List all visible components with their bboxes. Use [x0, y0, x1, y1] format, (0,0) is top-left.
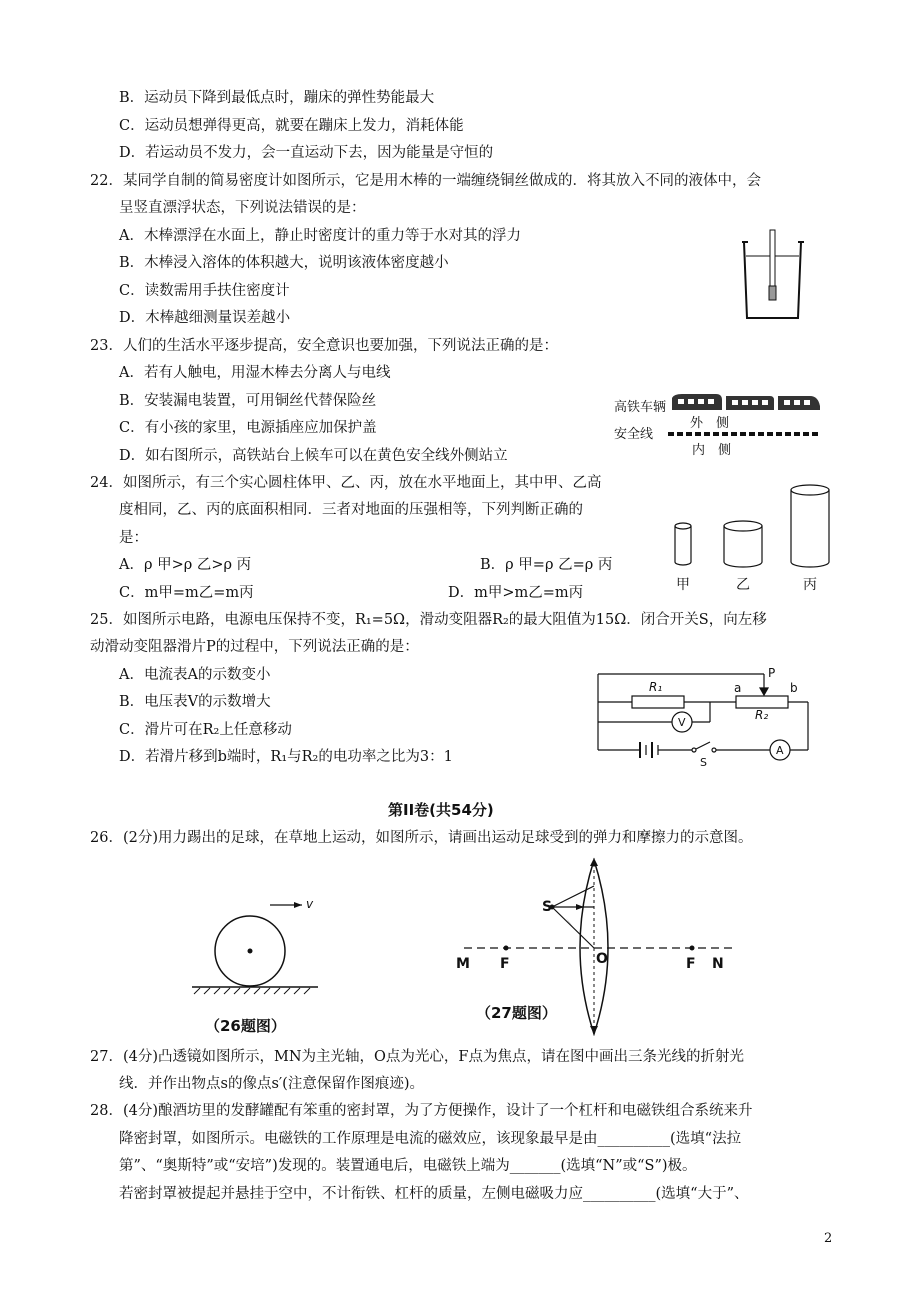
optical-center-o-label: O [596, 951, 608, 967]
q21-option-c: C．运动员想弹得更高，就要在蹦床上发力，消耗体能 [119, 118, 464, 134]
railway-platform-figure [612, 392, 822, 462]
q22-option-a: A．木棒漂浮在水面上，静止时密度计的重力等于水对其的浮力 [119, 228, 521, 244]
cylinder-jia-label: 甲 [676, 577, 690, 593]
q24-option-a: A．ρ 甲>ρ 乙>ρ 丙 [119, 557, 252, 573]
focus-right-label: F [686, 956, 696, 972]
cylinder-bing-label: 丙 [803, 577, 817, 593]
q24-option-c: C．m甲=m乙=m丙 [119, 585, 254, 601]
slider-p-label: P [768, 666, 776, 680]
q21-option-d: D．若运动员不发力，会一直运动下去，因为能量是守恒的 [119, 145, 494, 161]
q28-line1: 28．(4分)酿酒坊里的发酵罐配有笨重的密封罩，为了方便操作，设计了一个杠杆和电磁铁组合系统来升 [90, 1103, 753, 1119]
train-label: 高铁车辆 [614, 400, 667, 415]
q22-stem-line2: 呈竖直漂浮状态，下列说法错误的是： [119, 200, 366, 216]
q27-caption: （27题图） [476, 1004, 557, 1022]
q23-option-d: D．如右图所示，高铁站台上候车可以在黄色安全线外侧站立 [119, 448, 508, 464]
r2-label: R₂ [755, 708, 769, 722]
inner-side-label: 内 侧 [692, 443, 732, 458]
r1-label: R₁ [649, 680, 663, 694]
voltmeter-label: V [678, 716, 686, 729]
q24-option-d: D．m甲>m乙=m丙 [448, 585, 584, 601]
page-number: 2 [824, 1231, 833, 1246]
q24-stem-line2: 度相同，乙、丙的底面积相同．三者对地面的压强相等，下列判断正确的 [119, 502, 583, 518]
outer-side-label: 外 侧 [690, 416, 730, 431]
velocity-v-label: v [306, 897, 314, 911]
q22-option-d: D．木棒越细测量误差越小 [119, 310, 291, 326]
q27-line1: 27．(4分)凸透镜如图所示，MN为主光轴，O点为光心，F点为焦点，请在图中画出三条光线的折射光 [90, 1049, 744, 1065]
q24-option-b: B．ρ 甲=ρ 乙=ρ 丙 [480, 557, 613, 573]
part2-title: 第II卷(共54分) [388, 801, 494, 819]
ammeter-label: A [776, 744, 784, 757]
q23-option-b: B．安装漏电装置，可用铜丝代替保险丝 [119, 393, 377, 409]
q22-option-c: C．读数需用手扶住密度计 [119, 283, 290, 299]
q25-option-d: D．若滑片移到b端时，R₁与R₂的电功率之比为3：1 [119, 749, 453, 765]
q23-option-a: A．若有人触电，用湿木棒去分离人与电线 [119, 365, 391, 381]
object-s-label: S [542, 899, 553, 915]
switch-s-label: S [700, 756, 707, 768]
terminal-a-label: a [734, 681, 742, 695]
q25-option-c: C．滑片可在R₂上任意移动 [119, 722, 292, 738]
q23-option-c: C．有小孩的家里，电源插座应加保护盖 [119, 420, 377, 436]
cylinders-figure [664, 480, 844, 600]
axis-m-label: M [456, 956, 470, 972]
q26-text: 26．(2分)用力踢出的足球，在草地上运动，如图所示，请画出运动足球受到的弹力和摩擦力的示意图。 [90, 830, 753, 846]
axis-n-label: N [712, 956, 724, 972]
q23-stem: 23．人们的生活水平逐步提高，安全意识也要加强，下列说法正确的是： [90, 338, 558, 354]
q27-line2: 线．并作出物点s的像点s′(注意保留作图痕迹)。 [119, 1076, 424, 1092]
circuit-diagram [592, 664, 812, 768]
q28-line2: 降密封罩，如图所示。电磁铁的工作原理是电流的磁效应，该现象最早是由__________(选填“法拉 [119, 1131, 742, 1147]
safety-line-label: 安全线 [614, 427, 654, 442]
q22-stem-line1: 22．某同学自制的简易密度计如图所示，它是用木棒的一端缠绕铜丝做成的．将其放入不同的液体中，会 [90, 173, 761, 189]
q25-stem-line1: 25．如图所示电路，电源电压保持不变，R₁=5Ω，滑动变阻器R₂的最大阻值为15Ω．闭合开关S，向左移 [90, 612, 767, 628]
q24-stem-line3: 是： [119, 530, 148, 546]
densimeter-beaker-figure [738, 226, 808, 322]
q25-option-b: B．电压表V的示数增大 [119, 694, 271, 710]
focus-left-label: F [500, 956, 510, 972]
q25-stem-line2: 动滑动变阻器滑片P的过程中，下列说法正确的是： [90, 639, 419, 655]
q24-stem-line1: 24．如图所示，有三个实心圆柱体甲、乙、丙，放在水平地面上，其中甲、乙高 [90, 475, 602, 491]
q28-line3: 第”、“奥斯特”或“安培”)发现的。装置通电后，电磁铁上端为_______(选填“N”或“S”)极。 [119, 1158, 697, 1174]
terminal-b-label: b [790, 681, 798, 695]
q25-option-a: A．电流表A的示数变小 [119, 667, 271, 683]
cylinder-yi-label: 乙 [736, 577, 750, 593]
q22-option-b: B．木棒浸入溶体的体积越大，说明该液体密度越小 [119, 255, 449, 271]
q28-line4: 若密封罩被提起并悬挂于空中，不计衔铁、杠杆的质量，左侧电磁吸力应__________(选填“大于”、 [119, 1186, 749, 1202]
q26-caption: （26题图） [205, 1017, 286, 1035]
q21-option-b: B．运动员下降到最低点时，蹦床的弹性势能最大 [119, 90, 435, 106]
football-figure [190, 892, 326, 996]
